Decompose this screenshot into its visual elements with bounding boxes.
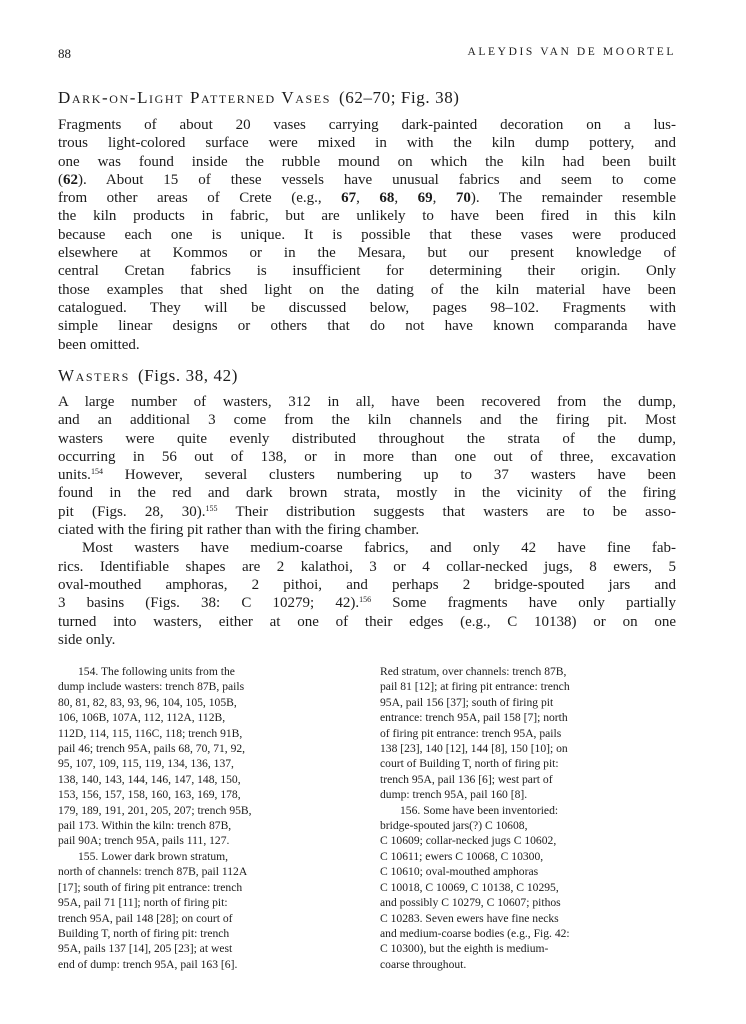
text-line: 3 basins (Figs. 38: C 10279; 42).$^{156}$ Some fragments have only partially [58,595,676,612]
footnote-line: C 10018, C 10069, C 10138, C 10295, [380,880,559,894]
text-line: elsewhere at Kommos or in the Mesara, but our present knowledge of [58,245,676,262]
paragraph [58,539,676,649]
text-line: wasters were quite evenly distributed throughout the strata of the dump, [58,430,676,447]
text-line: from other areas of Crete (e.g., 67, 68, 69, 70). The remainder resemble [58,190,677,207]
text-line: turned into wasters, either at one of their edges (e.g., C 10138) or on one [58,613,676,630]
footnote-ref-156: 156 [359,595,372,605]
footnote-line: coarse throughout. [380,957,467,971]
footnote-line: trench 95A, pail 148 [28]; on court of [58,911,233,925]
footnote-line: 138, 140, 143, 144, 146, 147, 148, 150, [58,772,241,786]
footnote-line: C 10610; oval-mouthed amphoras [380,865,539,879]
text-line: those examples that shed light on the dating of the kiln material have been [58,281,676,298]
footnote-line: pail 90A; trench 95A, pails 111, 127. [58,834,230,848]
footnote-155 [58,849,354,972]
section-body-wasters [58,393,676,649]
text-line: catalogued. They will be discussed below, pages 98–102. Fragments with [58,299,676,316]
footnote-line: court of Building T, north of firing pit: [380,757,559,771]
footnote-ref-155: 155 [205,503,218,513]
text-line: found in the red and dark brown strata, mostly in the vicinity of the firing [58,485,676,502]
footnote-line: dump: trench 95A, pail 160 [8]. [380,788,528,802]
text-line: Most wasters have medium-coarse fabrics, and only 42 have fine fab- [82,540,676,557]
text-line: because each one is unique. It is possible that these vases were produced [58,226,676,243]
footnote-line: 153, 156, 157, 158, 160, 163, 169, 178, [58,788,241,802]
running-header [58,46,676,66]
footnote-line: and medium-coarse bodies (e.g., Fig. 42: [380,926,570,940]
footnote-155-continued [380,664,676,803]
text-line: the kiln products in fabric, but are unlikely to have been fired in this kiln [58,208,676,225]
footnote-line: pail 173. Within the kiln: trench 87B, [58,819,232,833]
text-line: simple linear designs or others that do not have known comparanda have [58,318,676,335]
footnote-line: pail 46; trench 95A, pails 68, 70, 71, 92, [58,742,246,756]
footnotes [58,664,676,984]
text-line: oval-mouthed amphoras, 2 pithoi, and perhaps 2 bridge-spouted jars and [58,576,676,593]
footnote-line: C 10300), but the eighth is medium- [380,942,549,956]
footnote-column-left [58,664,354,972]
paragraph [58,116,676,354]
text-line: A large number of wasters, 312 in all, have been recovered from the dump, [58,394,676,410]
section-heading-wasters [58,366,238,386]
footnote-line: 95A, pail 71 [11]; north of firing pit: [58,896,228,910]
section-title: Wasters [58,366,130,385]
footnote-line: C 10609; collar-necked jugs C 10602, [380,834,557,848]
text-line: rics. Identifiable shapes are 2 kalathoi, 3 or 4 collar-necked jugs, 8 ewers, 5 [58,558,676,575]
footnote-line: 138 [23], 140 [12], 144 [8], 150 [10]; on [380,742,568,756]
footnote-line: 156. Some have been inventoried: [400,803,559,817]
footnote-column-right [380,664,676,972]
section-figure-reference: (62–70; Fig. 38) [338,88,460,107]
footnote-line: 155. Lower dark brown stratum, [78,849,229,863]
text-line: (62). About 15 of these vessels have unusual fabrics and seem to come [58,171,676,188]
text-line: been omitted. [58,336,140,353]
text-line: pit (Figs. 28, 30).$^{155}$ Their distribution suggests that wasters are to be asso- [58,503,676,520]
footnote-line: trench 95A, pail 136 [6]; west part of [380,772,553,786]
section-heading-dark-on-light [58,88,460,108]
footnote-154 [58,664,354,849]
footnote-line: and possibly C 10279, C 10607; pithos [380,896,561,910]
text-line: Fragments of about 20 vases carrying dark-painted decoration on a lus- [58,117,676,133]
footnote-line: north of channels: trench 87B, pail 112A [58,865,248,879]
footnote-line: C 10611; ewers C 10068, C 10300, [380,849,544,863]
footnote-line: 106, 106B, 107A, 112, 112A, 112B, [58,711,226,725]
footnote-line: pail 81 [12]; at firing pit entrance: trench [380,680,570,694]
text-line: one was found inside the rubble mound on which the kiln had been built [58,153,676,170]
footnote-line: of firing pit entrance: trench 95A, pails [380,726,562,740]
footnote-line: Building T, north of firing pit: trench [58,926,230,940]
footnote-line: entrance: trench 95A, pail 158 [7]; north [380,711,568,725]
section-figure-reference: (Figs. 38, 42) [137,366,238,385]
footnote-line: Red stratum, over channels: trench 87B, [380,665,567,678]
text-line: side only. [58,631,116,648]
footnote-156 [380,803,676,972]
footnote-line: 80, 81, 82, 83, 93, 96, 104, 105, 105B, [58,695,237,709]
footnote-line: 179, 189, 191, 201, 205, 207; trench 95B, [58,803,252,817]
text-line: ciated with the firing pit rather than with the firing chamber. [58,522,420,539]
footnote-ref-154: 154 [90,467,103,477]
footnote-line: end of dump: trench 95A, pail 163 [6]. [58,957,238,971]
text-line: occurring in 56 out of 138, or in more than one out of three, excavation [58,448,676,465]
text-line: units.$^{154}$ However, several clusters numbering up to 37 wasters have been [58,467,676,484]
footnote-line: dump include wasters: trench 87B, pails [58,680,245,694]
running-head-author: ALEYDIS VAN DE MOORTEL [467,46,676,58]
page-number: 88 [58,46,71,61]
footnote-line: 95A, pail 156 [37]; south of firing pit [380,695,554,709]
section-title: Dark-on-Light Patterned Vases [58,88,331,107]
footnote-line: [17]; south of firing pit entrance: trench [58,880,243,894]
paragraph [58,393,676,539]
section-body-dark-on-light [58,116,676,354]
footnote-line: 95, 107, 109, 115, 119, 134, 136, 137, [58,757,234,771]
footnote-line: 154. The following units from the [78,665,235,678]
text-line: trous light-colored surface were mixed in with the kiln dump pottery, and [58,135,676,152]
footnote-line: bridge-spouted jars(?) C 10608, [380,819,528,833]
footnote-line: 112D, 114, 115, 116C, 118; trench 91B, [58,726,243,740]
footnote-line: 95A, pails 137 [14], 205 [23]; at west [58,942,233,956]
footnote-line: C 10283. Seven ewers have fine necks [380,911,559,925]
text-line: and an additional 3 come from the kiln channels and the firing pit. Most [58,412,676,429]
text-line: central Cretan fabrics is insufficient for determining their origin. Only [58,263,676,280]
